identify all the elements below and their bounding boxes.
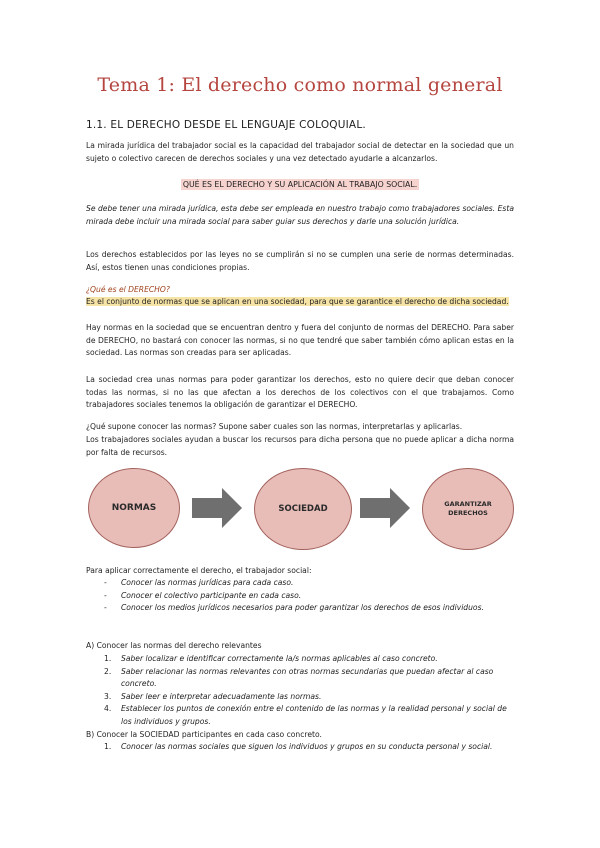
section-b-heading: B) Conocer la SOCIEDAD participantes en cada caso concreto. [86, 730, 322, 739]
ayudan-paragraph: Los trabajadores sociales ayudan a buscar los recursos para dicha persona que no puede aplicar a dicha norma por falta de recursos. [86, 435, 514, 457]
list-item: - Conocer los medios jurídicos necesarios para poder garantizar los derechos de esos individuos. [104, 602, 514, 615]
list-item: 2. Saber relacionar las normas relevantes con otras normas secundarias que puedan afectar al caso concreto. [104, 666, 494, 689]
section-heading: 1.1. EL DERECHO DESDE EL LENGUAJE COLOQUIAL. [86, 119, 366, 131]
aplicar-intro: Para aplicar correctamente el derecho, el trabajador social: [86, 566, 312, 575]
list-item: - Conocer el colectivo participante en cada caso. [104, 590, 514, 603]
page-title: Tema 1: El derecho como normal general [97, 74, 503, 96]
section-a-list [104, 653, 514, 729]
list-item: 1. Saber localizar e identificar correctamente la/s normas aplicables al caso concreto. [104, 654, 438, 663]
hay-normas-paragraph: Hay normas en la sociedad que se encuentran dentro y fuera del conjunto de normas del DERECHO. Para saber de DERECHO, no bastará con conocer las normas, si no que tendré que saber también cómo aplican estas en la sociedad. Las normas son creadas para ser aplicadas. [86, 323, 514, 358]
node-derechos-label: DERECHOS [448, 509, 488, 517]
node-garantizar-derechos [422, 468, 514, 550]
list-item: 1. Conocer las normas sociales que siguen los individuos y grupos en su conducta personal y social. [104, 742, 493, 751]
requirements-list [104, 577, 514, 615]
node-sociedad-label: SOCIEDAD [278, 504, 328, 514]
list-item: 4. Establecer los puntos de conexión entre el contenido de las normas y la realidad personal y social de los individuos y grupos. [104, 704, 507, 726]
node-normas-label: NORMAS [111, 503, 157, 513]
section-b-list [104, 741, 514, 754]
section-a-heading: A) Conocer las normas del derecho relevantes [86, 641, 262, 650]
definition-derecho-text: Es el conjunto de normas que se aplican en una sociedad, para que se garantice el derecho de dicha sociedad. [86, 297, 509, 306]
node-normas [88, 468, 180, 548]
list-item: - Conocer las normas jurídicas para cada caso. [104, 577, 514, 590]
arrow-right-icon [360, 488, 410, 528]
intro-paragraph: La mirada jurídica del trabajador social es la capacidad del trabajador social de detectar en la sociedad que un sujeto o colectivo carecen de derechos sociales y una vez detectado ayudarle a alcanzarlos. [86, 141, 514, 163]
node-sociedad [254, 468, 352, 550]
mirada-paragraph: Se debe tener una mirada jurídica, esta debe ser empleada en nuestro trabajo como trabajadores sociales. Esta mirada debe incluir una mirada social para saber guiar sus derechos y darle una solución jurídica. [86, 204, 514, 226]
conocer-question: ¿Qué supone conocer las normas? Supone saber cuales son las normas, interpretarlas y aplicarlas. [86, 422, 463, 431]
highlight-heading [0, 180, 600, 189]
list-item: 3. Saber leer e interpretar adecuadamente las normas. [104, 691, 322, 701]
sociedad-paragraph: La sociedad crea unas normas para poder garantizar los derechos, esto no quiere decir que deban conocer todas las normas, si no las que afectan a los derechos de los colectivos con el que trabajamos. Como trabajadores sociales tenemos la obligación de garantizar el DERECHO. [86, 375, 514, 410]
concept-diagram [86, 466, 516, 556]
definition-derecho [86, 296, 514, 309]
node-garantizar-label: GARANTIZAR [444, 500, 492, 508]
arrow-right-icon [192, 488, 242, 528]
derechos-paragraph: Los derechos establecidos por las leyes no se cumplirán si no se cumplen una serie de normas determinadas. Así, estos tienen unas condiciones propias. [86, 250, 514, 272]
highlight-heading-text: QUÉ ES EL DERECHO Y SU APLICACIÓN AL TRABAJO SOCIAL. [182, 180, 418, 189]
question-derecho: ¿Qué es el DERECHO? [86, 285, 170, 294]
